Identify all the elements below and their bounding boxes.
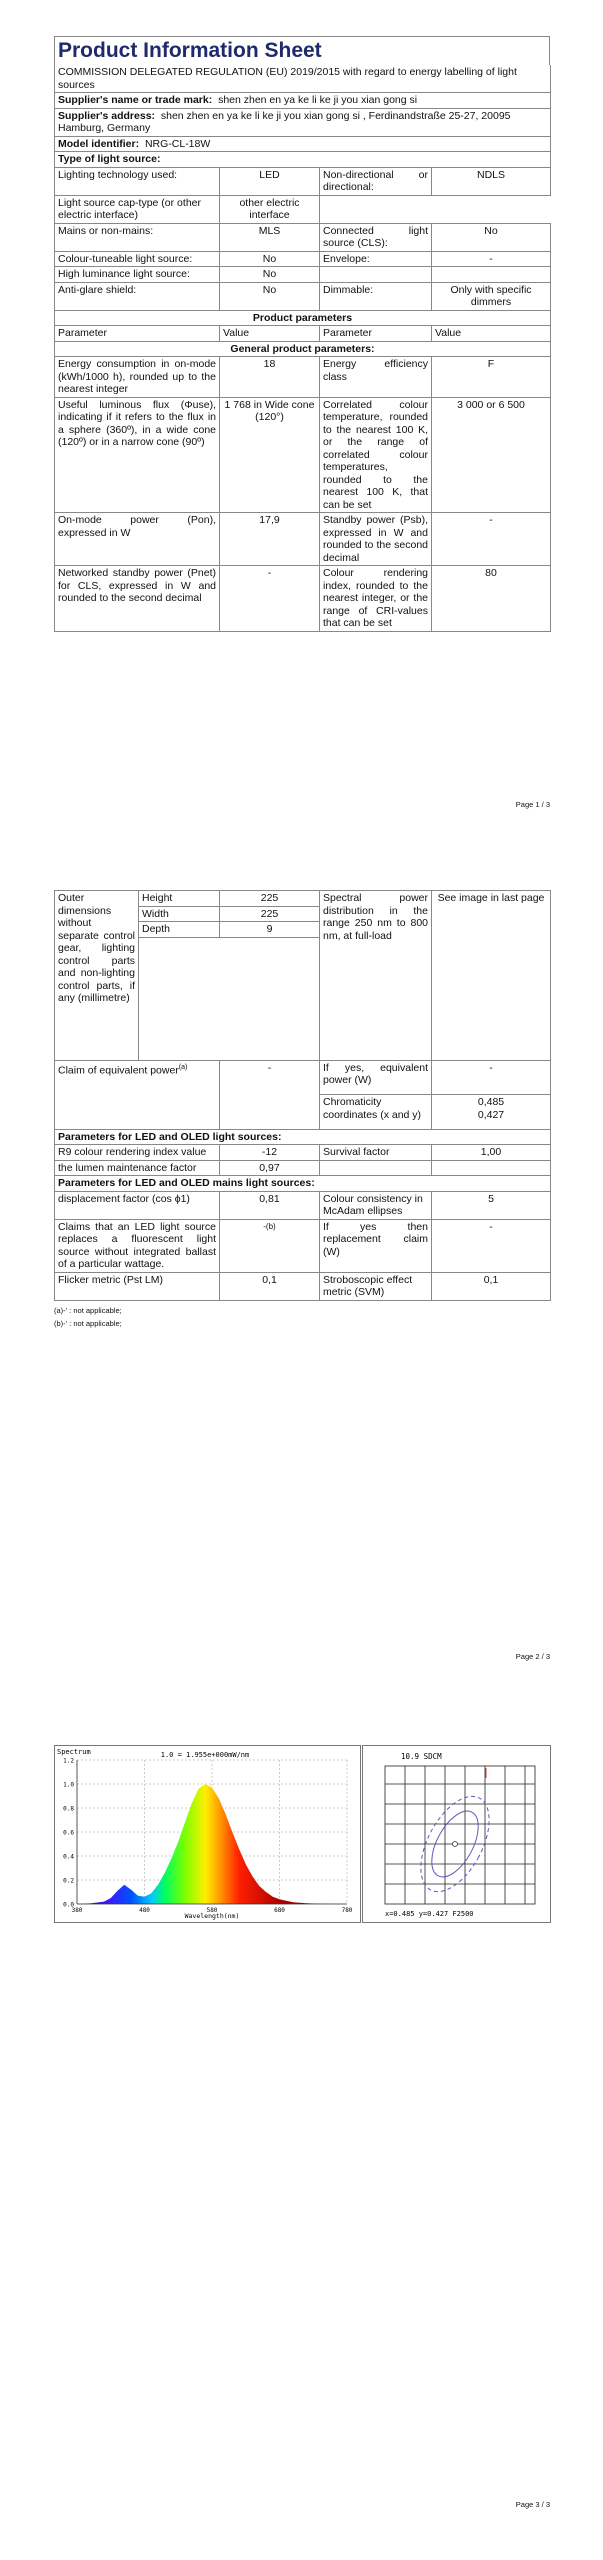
- spectrum-y-tick-label: 0.2: [63, 1877, 74, 1885]
- lighting-technology-label: Lighting technology used:: [55, 167, 220, 195]
- mains-label: Mains or non-mains:: [55, 223, 220, 251]
- fluorescent-claims-value: -(b): [220, 1219, 320, 1272]
- anti-glare-value: No: [220, 282, 320, 310]
- energy-class-value: F: [432, 357, 551, 398]
- equivalent-power-value: -: [432, 1060, 551, 1095]
- model-label: Model identifier:: [58, 137, 140, 150]
- standby-power-label: Standby power (Psb), expressed in W and rounded to the second decimal: [320, 513, 432, 566]
- regulation-text: COMMISSION DELEGATED REGULATION (EU) 2019/2015 with regard to energy labelling of light sources: [55, 65, 551, 93]
- footnote-b: (b)-' : not applicable;: [54, 1318, 122, 1328]
- mains-parameters-header: Parameters for LED and OLED mains light sources:: [55, 1176, 551, 1192]
- chromaticity-x: 0,485: [477, 1096, 505, 1108]
- sdcm-center-point: [453, 1842, 458, 1847]
- mcadam-label: Colour consistency in McAdam ellipses: [320, 1191, 432, 1219]
- spectrum-x-tick-label: 480: [139, 1907, 150, 1914]
- flicker-value: 0,1: [220, 1272, 320, 1300]
- chromaticity-y: 0,427: [477, 1108, 505, 1121]
- cct-value: 3 000 or 6 500: [432, 397, 551, 513]
- general-parameters-header: General product parameters:: [55, 341, 551, 357]
- displacement-factor-label: displacement factor (cos ϕ1): [55, 1191, 220, 1219]
- spectrum-area: [77, 1784, 347, 1904]
- energy-consumption-label: Energy consumption in on-mode (kWh/1000 h), rounded up to the nearest integer: [55, 357, 220, 398]
- product-info-table: [54, 65, 551, 632]
- page-title: Product Information Sheet: [54, 36, 550, 65]
- directional-value: NDLS: [432, 167, 551, 195]
- product-parameters-header: Product parameters: [55, 310, 551, 326]
- spectral-distribution-label: Spectral power distribution in the range 250 nm to 800 nm, at full-load: [320, 891, 432, 1061]
- chromaticity-label: Chromaticity coordinates (x and y): [320, 1095, 432, 1130]
- spectral-distribution-value: See image in last page: [432, 891, 551, 1061]
- energy-class-label: Energy efficiency class: [320, 357, 432, 398]
- survival-factor-label: Survival factor: [320, 1145, 432, 1161]
- fluorescent-claims-label: Claims that an LED light source replaces a fluorescent light source without integrated ballast of a particular wattage.: [55, 1219, 220, 1272]
- sdcm-chart-box: [362, 1745, 551, 1923]
- depth-label: Depth: [139, 922, 220, 938]
- networked-standby-label: Networked standby power (Pnet) for CLS, expressed in W and rounded to the second decimal: [55, 566, 220, 632]
- high-luminance-value: No: [220, 267, 320, 283]
- spectrum-y-tick-label: 0.6: [63, 1829, 74, 1837]
- supplier-name-label: Supplier's name or trade mark:: [58, 94, 213, 106]
- claim-equivalent-value: -: [220, 1060, 320, 1129]
- on-mode-power-value: 17,9: [220, 513, 320, 566]
- depth-value: 9: [220, 922, 320, 938]
- claim-equivalent-label: Claim of equivalent power$^{(a)}$: [55, 1060, 220, 1129]
- envelope-label: Envelope:: [320, 251, 432, 267]
- page-number-3: Page 3 / 3: [515, 2500, 550, 2509]
- spectrum-y-tick-label: 1.0: [63, 1781, 74, 1789]
- mcadam-value: 5: [432, 1191, 551, 1219]
- svm-label: Stroboscopic effect metric (SVM): [320, 1272, 432, 1300]
- luminous-flux-value: 1 768 in Wide cone (120°): [220, 397, 320, 513]
- spectrum-chart-box: [54, 1745, 361, 1923]
- height-value: 225: [220, 891, 320, 907]
- networked-standby-value: -: [220, 566, 320, 632]
- cri-label: Colour rendering index, rounded to the nearest integer, or the range of CRI-values that can be set: [320, 566, 432, 632]
- spectrum-title: Spectrum: [57, 1748, 91, 1756]
- standby-power-value: -: [432, 513, 551, 566]
- sdcm-title: 10.9 SDCM: [401, 1752, 442, 1761]
- outer-dimensions-label: Outer dimensions without separate control gear, lighting control parts and non-lighting control parts, if any (millimetre): [55, 891, 139, 1061]
- spectrum-y-tick-label: 1.2: [63, 1757, 74, 1765]
- anti-glare-label: Anti-glare shield:: [55, 282, 220, 310]
- spectrum-y-tick-label: 0.4: [63, 1853, 74, 1861]
- flicker-label: Flicker metric (Pst LM): [55, 1272, 220, 1300]
- survival-factor-value: 1,00: [432, 1145, 551, 1161]
- energy-consumption-value: 18: [220, 357, 320, 398]
- dimensions-blank: [139, 937, 320, 1060]
- spectrum-x-tick-label: 780: [341, 1907, 353, 1914]
- luminous-flux-label: Useful luminous flux (Φuse), indicating if it refers to the flux in a sphere (360º), in a wide cone (120º) or in a narrow cone (90º): [55, 397, 220, 513]
- spectrum-x-tick-label: 380: [71, 1907, 83, 1914]
- claim-footnote-mark: (a): [178, 1063, 188, 1071]
- dimmable-value: Only with specific dimmers: [432, 282, 551, 310]
- directional-label: Non-directional or directional:: [320, 167, 432, 195]
- sdcm-grid: [385, 1766, 535, 1904]
- high-luminance-label: High luminance light source:: [55, 267, 220, 283]
- cct-label: Correlated colour temperature, rounded to the nearest 100 K, or the range of correlated colour temperatures, rounded to the nearest 100 K, that can be set: [320, 397, 432, 513]
- cls-label: Connected light source (CLS):: [320, 223, 432, 251]
- colour-tuneable-value: No: [220, 251, 320, 267]
- replacement-claim-label: If yes then replacement claim (W): [320, 1219, 432, 1272]
- model-identifier: NRG-CL-18W: [144, 137, 211, 150]
- colour-tuneable-label: Colour-tuneable light source:: [55, 251, 220, 267]
- cls-value: No: [432, 223, 551, 251]
- cap-type-value: other electric interface: [220, 195, 320, 223]
- displacement-factor-value: 0,81: [220, 1191, 320, 1219]
- on-mode-power-label: On-mode power (Pon), expressed in W: [55, 513, 220, 566]
- col-parameter-header-2: Parameter: [320, 326, 432, 342]
- page-1: [54, 36, 550, 632]
- equivalent-power-label: If yes, equivalent power (W): [320, 1060, 432, 1095]
- model-row: [55, 136, 551, 152]
- spectrum-y-tick-label: 0.8: [63, 1805, 74, 1813]
- sdcm-chart: [363, 1746, 550, 1922]
- spectrum-x-tick-label: 580: [206, 1907, 218, 1914]
- spectrum-y-tick-label: 0.0: [63, 1901, 74, 1909]
- envelope-value: -: [432, 251, 551, 267]
- dimmable-label: Dimmable:: [320, 282, 432, 310]
- cri-value: 80: [432, 566, 551, 632]
- replacement-claim-value: -: [432, 1219, 551, 1272]
- lumen-maintenance-value: 0,97: [220, 1160, 320, 1176]
- parameters-table-2: [54, 1060, 551, 1301]
- col-value-header: Value: [220, 326, 320, 342]
- page-number-1: Page 1 / 3: [515, 800, 550, 809]
- type-header: Type of light source:: [55, 152, 551, 168]
- col-parameter-header: Parameter: [55, 326, 220, 342]
- svm-value: 0,1: [432, 1272, 551, 1300]
- spectrum-x-tick-label: 680: [274, 1907, 285, 1914]
- footnote-a: (a)-' : not applicable;: [54, 1305, 122, 1315]
- supplier-name: shen zhen en ya ke li ke ji you xian gong si: [218, 94, 418, 106]
- height-label: Height: [139, 891, 220, 907]
- cap-row-right: [320, 195, 551, 223]
- lighting-technology-value: LED: [220, 167, 320, 195]
- cap-type-label: Light source cap-type (or other electric interface): [55, 195, 220, 223]
- dimensions-table: [54, 890, 551, 1061]
- col-value-header-2: Value: [432, 326, 551, 342]
- led-parameters-header: Parameters for LED and OLED light sources:: [55, 1129, 551, 1145]
- spectrum-header: 1.0 = 1.955e+000mW/nm: [160, 1751, 250, 1759]
- supplier-address: shen zhen en ya ke li ke ji you xian gong si , Ferdinandstraße 25-27, 20095 Hamburg, Germany: [58, 109, 511, 134]
- supplier-name-row: [55, 93, 551, 109]
- spectrum-x-label: Wavelength(nm): [184, 1912, 240, 1920]
- page-number-2: Page 2 / 3: [515, 1652, 550, 1661]
- page-2: [54, 890, 550, 1330]
- width-value: 225: [220, 906, 320, 922]
- supplier-address-label: Supplier's address:: [58, 109, 156, 122]
- width-label: Width: [139, 906, 220, 922]
- r9-value: -12: [220, 1145, 320, 1161]
- sdcm-footer: x=0.485 y=0.427 F2500: [385, 1910, 474, 1918]
- lumen-maintenance-label: the lumen maintenance factor: [55, 1160, 220, 1176]
- supplier-address-row: [55, 108, 551, 136]
- chromaticity-value: [432, 1095, 551, 1130]
- r9-label: R9 colour rendering index value: [55, 1145, 220, 1161]
- spectrum-chart: [55, 1746, 360, 1922]
- mains-value: MLS: [220, 223, 320, 251]
